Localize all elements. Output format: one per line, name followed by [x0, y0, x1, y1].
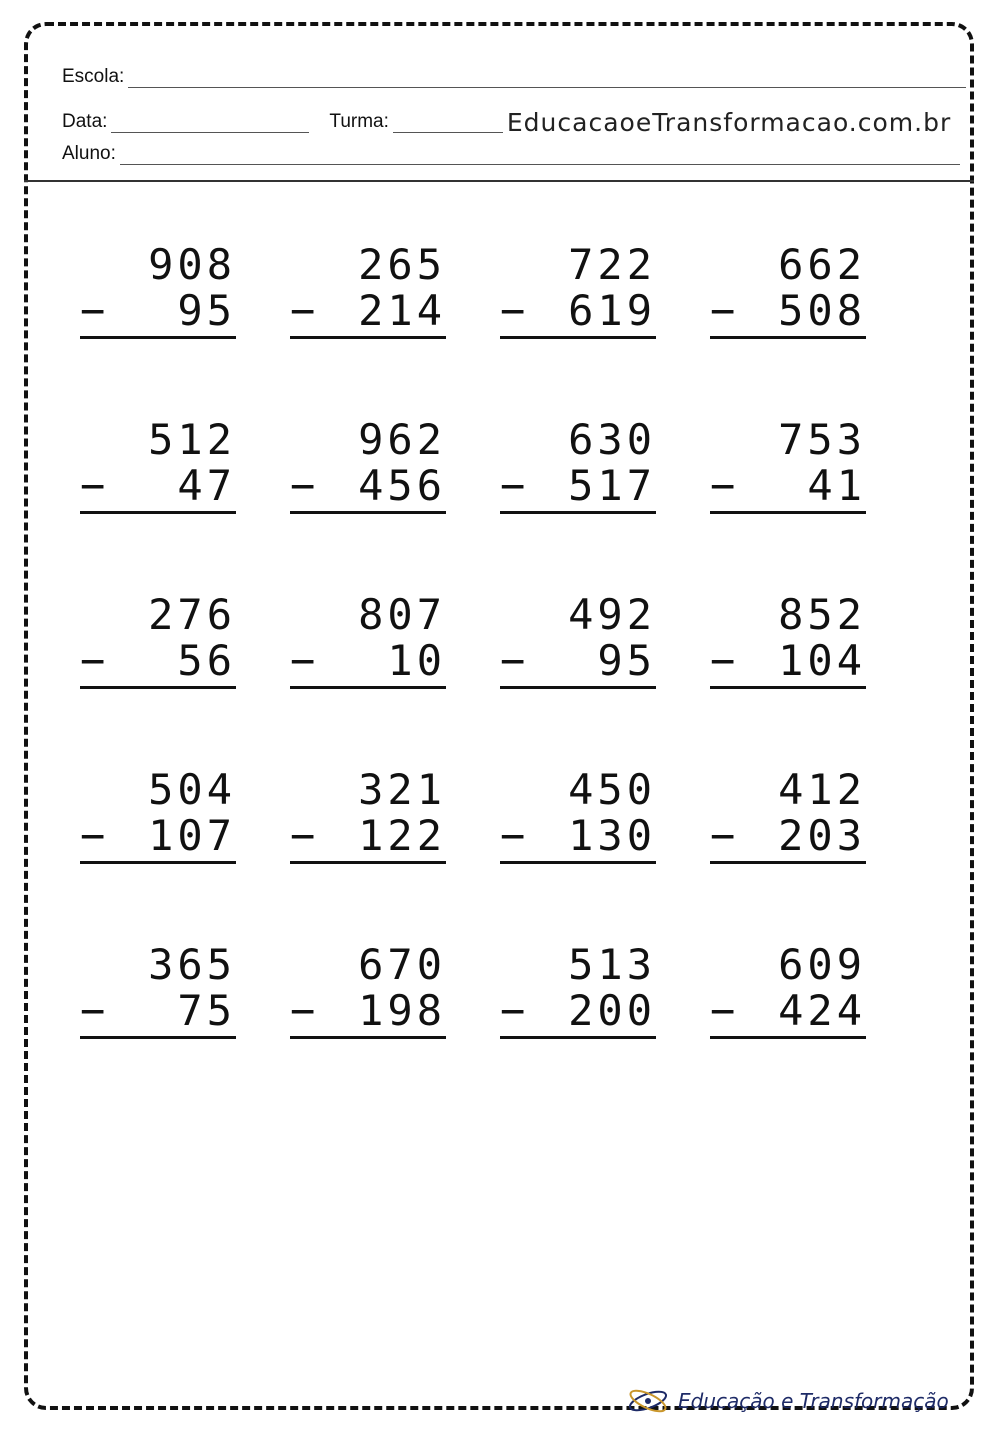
minus-sign: − [500, 461, 530, 510]
minus-sign: − [500, 286, 530, 335]
footer-brand: Educação e Transformação [678, 1389, 949, 1413]
subtraction-problem [710, 767, 866, 942]
minuend: 662 [778, 240, 866, 289]
minus-sign: − [80, 811, 110, 860]
minuend: 852 [778, 590, 866, 639]
minus-sign: − [500, 811, 530, 860]
minuend: 365 [148, 940, 236, 989]
subtrahend-row [710, 638, 866, 689]
subtrahend: 130 [568, 811, 656, 860]
subtrahend: 122 [358, 811, 446, 860]
subtraction-problem [290, 242, 446, 417]
minuend: 450 [568, 765, 656, 814]
minuend: 670 [358, 940, 446, 989]
subtrahend: 214 [358, 286, 446, 335]
subtrahend-row [290, 638, 446, 689]
subtrahend-row [290, 988, 446, 1039]
subtraction-problem [710, 592, 866, 767]
website-url: EducacaoeTransformacao.com.br [506, 108, 952, 137]
subtrahend-row [500, 638, 656, 689]
minuend: 630 [568, 415, 656, 464]
subtraction-problem [80, 767, 236, 942]
subtrahend-row [80, 638, 236, 689]
subtrahend-row [710, 988, 866, 1039]
subtraction-problem [500, 417, 656, 592]
student-field [62, 143, 960, 165]
minuend: 962 [358, 415, 446, 464]
subtrahend: 10 [387, 636, 446, 685]
subtraction-problem [290, 767, 446, 942]
minuend: 265 [358, 240, 446, 289]
minuend: 513 [568, 940, 656, 989]
minuend: 753 [778, 415, 866, 464]
subtraction-problem [80, 942, 236, 1117]
minus-sign: − [710, 811, 740, 860]
minuend: 492 [568, 590, 656, 639]
subtraction-problem [500, 592, 656, 767]
subtraction-problem [710, 242, 866, 417]
subtrahend: 56 [177, 636, 236, 685]
subtrahend: 200 [568, 986, 656, 1035]
subtrahend: 198 [358, 986, 446, 1035]
subtrahend: 47 [177, 461, 236, 510]
subtrahend-row [80, 988, 236, 1039]
subtraction-problem [290, 942, 446, 1117]
minus-sign: − [710, 286, 740, 335]
minuend: 908 [148, 240, 236, 289]
subtraction-problem [500, 767, 656, 942]
subtrahend-row [710, 463, 866, 514]
minus-sign: − [80, 636, 110, 685]
minus-sign: − [500, 636, 530, 685]
minus-sign: − [290, 811, 320, 860]
minus-sign: − [290, 461, 320, 510]
subtraction-problem [710, 942, 866, 1117]
class-label: Turma: [329, 111, 389, 132]
minuend: 512 [148, 415, 236, 464]
subtrahend: 75 [177, 986, 236, 1035]
subtrahend: 619 [568, 286, 656, 335]
school-label: Escola: [62, 66, 125, 87]
minus-sign: − [290, 286, 320, 335]
school-input-line[interactable] [128, 69, 966, 88]
subtraction-problem [80, 592, 236, 767]
minus-sign: − [290, 636, 320, 685]
subtrahend-row [500, 463, 656, 514]
subtraction-problem [500, 942, 656, 1117]
minuend: 807 [358, 590, 446, 639]
date-label: Data: [62, 111, 108, 132]
subtrahend: 95 [177, 286, 236, 335]
subtrahend: 95 [597, 636, 656, 685]
subtrahend-row [500, 288, 656, 339]
subtrahend-row [500, 988, 656, 1039]
minus-sign: − [500, 986, 530, 1035]
subtrahend: 107 [148, 811, 236, 860]
subtrahend-row [290, 288, 446, 339]
subtrahend-row [710, 813, 866, 864]
subtrahend-row [80, 463, 236, 514]
subtrahend: 203 [778, 811, 866, 860]
atom-orbit-icon [626, 1384, 670, 1418]
subtrahend-row [80, 288, 236, 339]
date-input-line[interactable] [111, 114, 309, 133]
minuend: 276 [148, 590, 236, 639]
subtrahend-row [500, 813, 656, 864]
school-field [62, 66, 966, 88]
subtrahend: 41 [807, 461, 866, 510]
minus-sign: − [710, 986, 740, 1035]
subtraction-problem [290, 592, 446, 767]
minus-sign: − [80, 986, 110, 1035]
minuend: 321 [358, 765, 446, 814]
subtrahend: 424 [778, 986, 866, 1035]
class-input-line[interactable] [393, 114, 503, 133]
minuend: 412 [778, 765, 866, 814]
subtrahend: 508 [778, 286, 866, 335]
subtrahend-row [80, 813, 236, 864]
subtrahend-row [710, 288, 866, 339]
subtraction-problem [500, 242, 656, 417]
subtraction-problem [710, 417, 866, 592]
subtrahend-row [290, 463, 446, 514]
footer-logo [626, 1384, 949, 1418]
subtrahend: 104 [778, 636, 866, 685]
subtraction-problem [290, 417, 446, 592]
subtraction-problem [80, 417, 236, 592]
date-class-field [62, 104, 952, 137]
minuend: 609 [778, 940, 866, 989]
subtrahend-row [290, 813, 446, 864]
subtrahend: 517 [568, 461, 656, 510]
minus-sign: − [80, 461, 110, 510]
minus-sign: − [710, 636, 740, 685]
header-divider [24, 180, 974, 182]
minus-sign: − [80, 286, 110, 335]
minuend: 722 [568, 240, 656, 289]
subtraction-problem [80, 242, 236, 417]
minus-sign: − [290, 986, 320, 1035]
minus-sign: − [710, 461, 740, 510]
subtrahend: 456 [358, 461, 446, 510]
student-label: Aluno: [62, 143, 116, 164]
subtraction-problems-grid [80, 242, 920, 1117]
student-input-line[interactable] [120, 146, 960, 165]
minuend: 504 [148, 765, 236, 814]
